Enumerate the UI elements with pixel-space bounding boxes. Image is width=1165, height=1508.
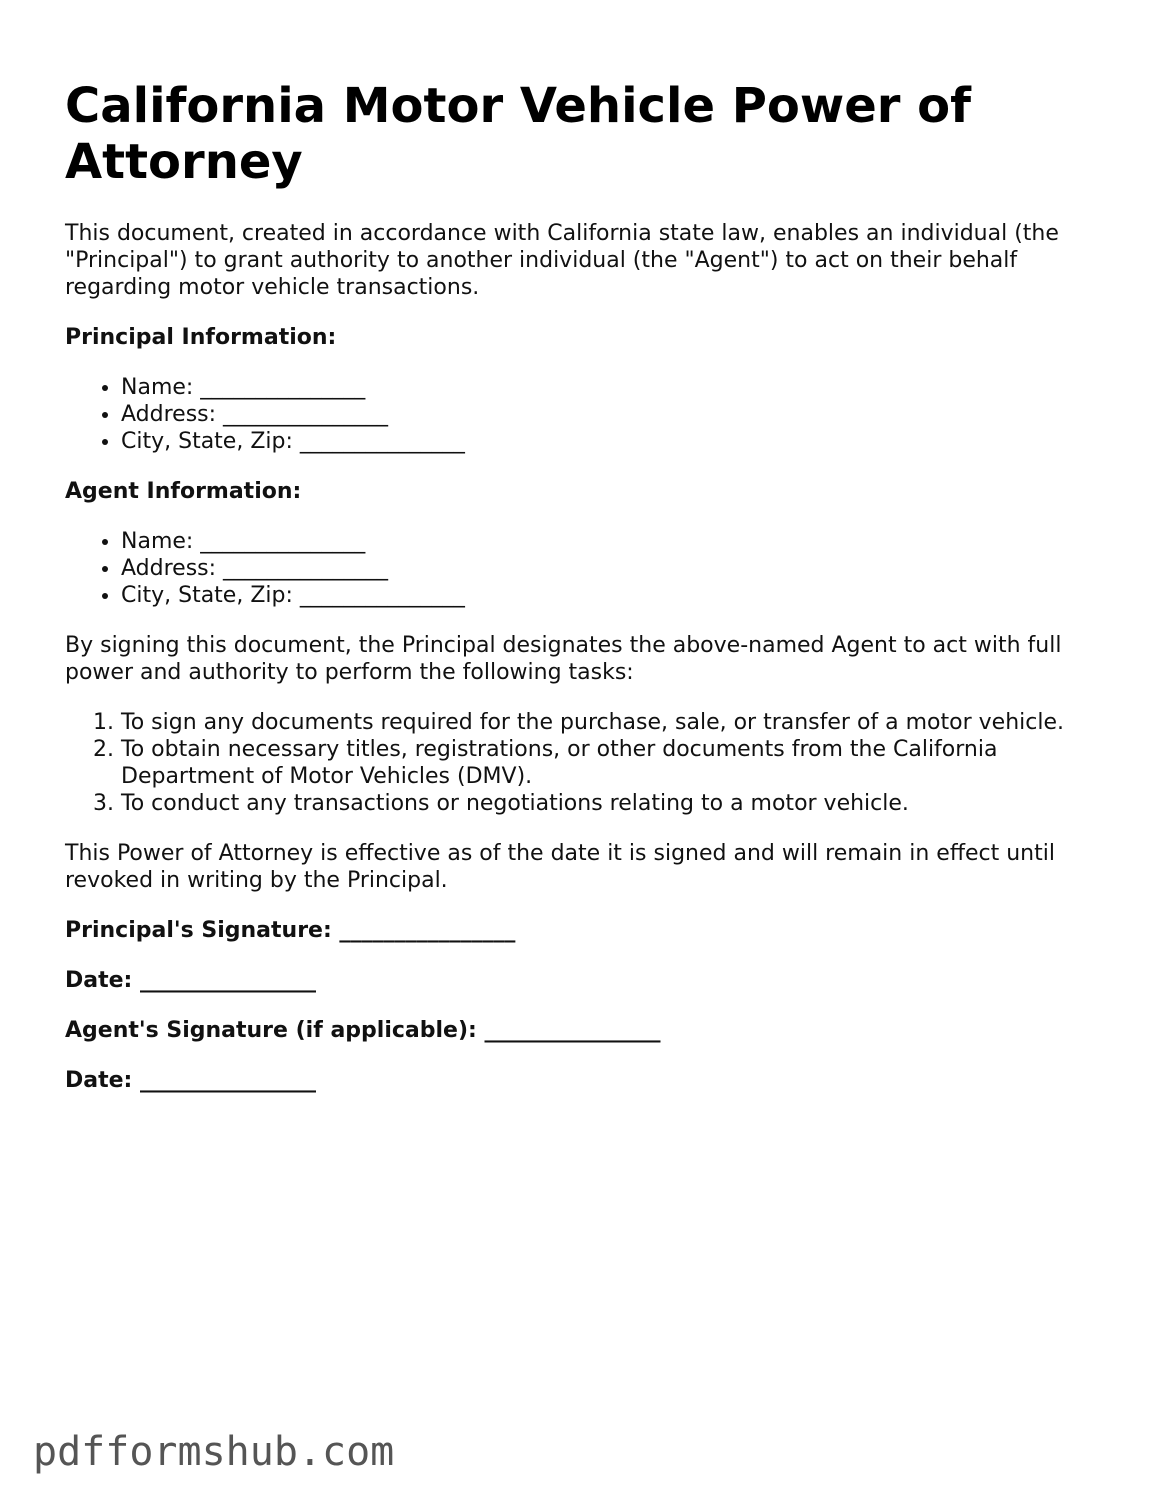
agent-name-field: • Name: _______________ xyxy=(121,528,1105,555)
task-item: 2. To obtain necessary titles, registrations, or other documents from the California Department of Motor Vehicles (DMV). xyxy=(121,736,1105,790)
designation-paragraph: By signing this document, the Principal designates the above-named Agent to act with full power and authority to perform the following tasks: xyxy=(65,633,1062,685)
principal-fields-list xyxy=(65,374,1105,455)
principal-date-line: Date: ________________ xyxy=(65,968,317,993)
agent-signature-line: Agent's Signature (if applicable): ________________ xyxy=(65,1018,661,1043)
principal-heading: Principal Information: xyxy=(65,325,337,350)
agent-heading: Agent Information: xyxy=(65,479,302,504)
principal-name-field: • Name: _______________ xyxy=(121,374,1105,401)
document-page xyxy=(65,78,1105,1117)
task-item: 3. To conduct any transactions or negotiations relating to a motor vehicle. xyxy=(121,790,1105,817)
watermark: pdfformshub.com xyxy=(33,1429,395,1475)
tasks-list xyxy=(65,709,1105,817)
principal-signature-line: Principal's Signature: ________________ xyxy=(65,918,516,943)
agent-date-line: Date: ________________ xyxy=(65,1068,317,1093)
principal-address-field: • Address: _______________ xyxy=(121,401,1105,428)
document-title: California Motor Vehicle Power of Attorney xyxy=(65,78,971,190)
agent-address-field: • Address: _______________ xyxy=(121,555,1105,582)
principal-city-field: • City, State, Zip: _______________ xyxy=(121,428,1105,455)
agent-city-field: • City, State, Zip: _______________ xyxy=(121,582,1105,609)
task-item: 1. To sign any documents required for the purchase, sale, or transfer of a motor vehicle. xyxy=(121,709,1105,736)
intro-paragraph: This document, created in accordance with California state law, enables an individual (the "Principal") to grant authority to another individual (the "Agent") to act on their behalf regarding motor vehicle transactions. xyxy=(65,221,1059,300)
agent-fields-list xyxy=(65,528,1105,609)
effective-paragraph: This Power of Attorney is effective as of the date it is signed and will remain in effect until revoked in writing by the Principal. xyxy=(65,841,1055,893)
